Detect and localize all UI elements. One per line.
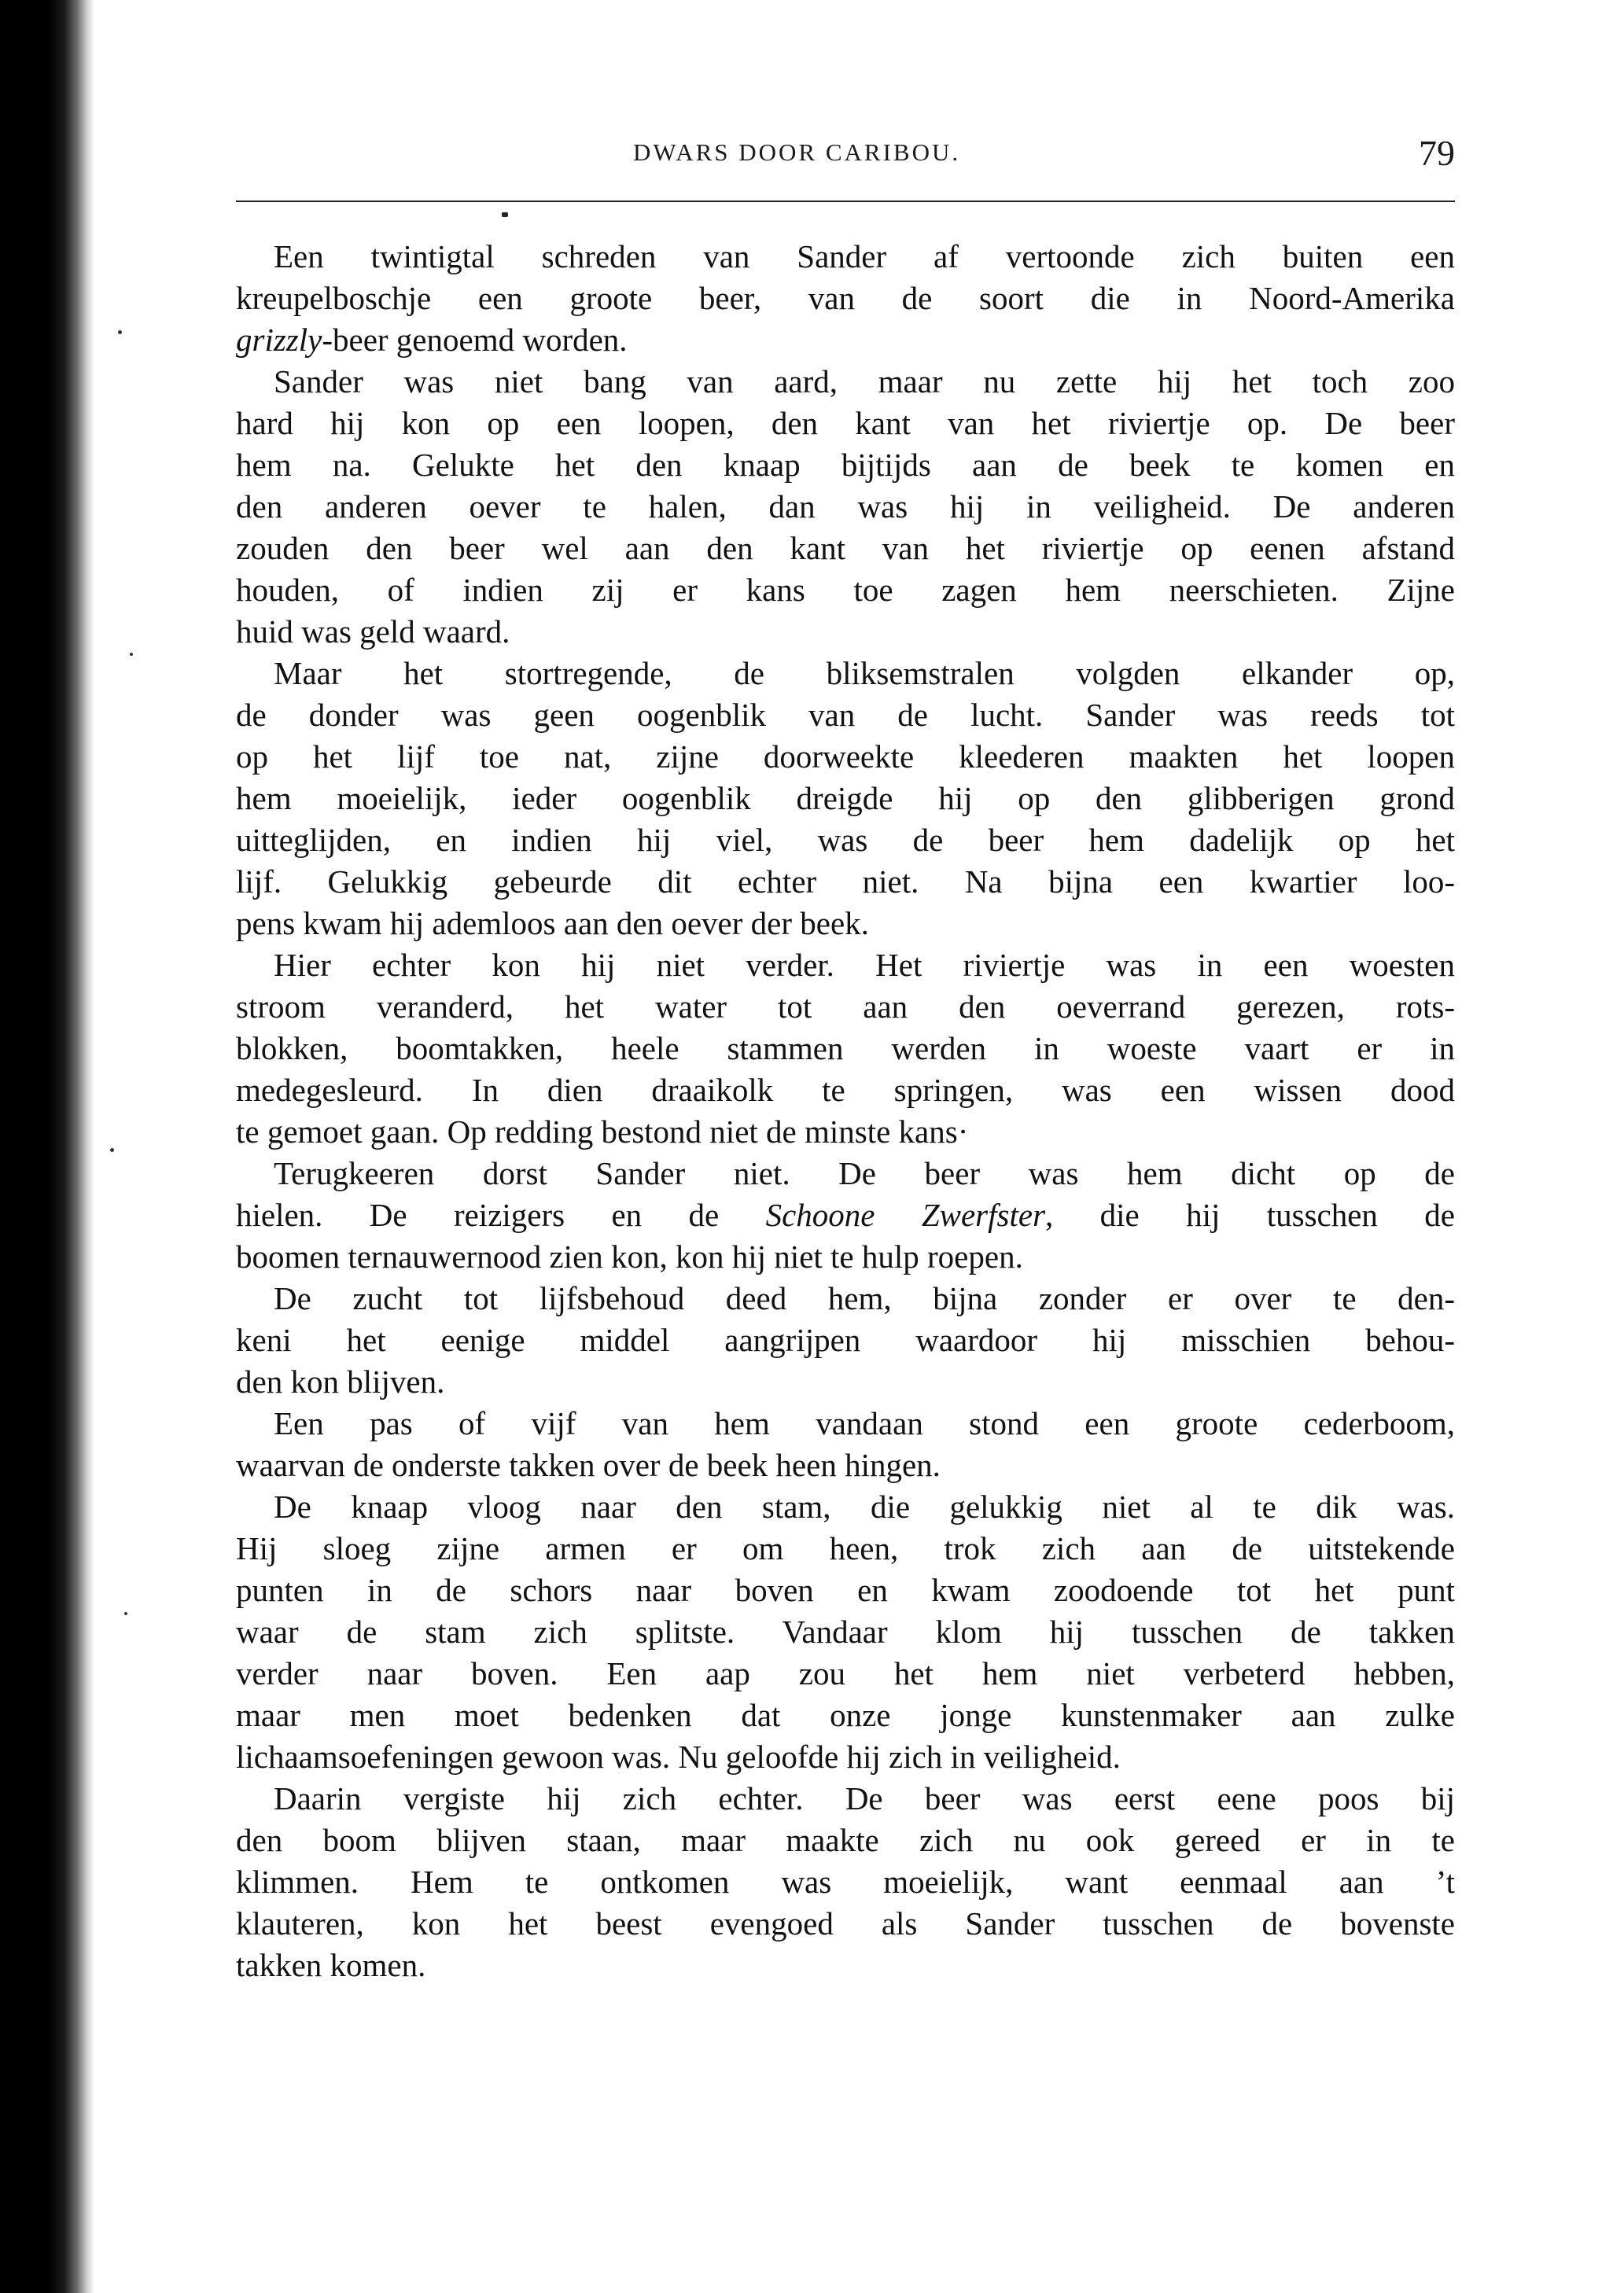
text-line: den anderen oever te halen, dan was hij in veiligheid. De anderen <box>236 488 1455 524</box>
text-line: keni het eenige middel aangrijpen waardoor hij misschien behou- <box>236 1322 1455 1358</box>
body-text <box>236 236 1455 1986</box>
text-line <box>236 319 1455 361</box>
text-line: Maar het stortregende, de bliksemstralen volgden elkander op, <box>274 655 1455 691</box>
rule-mark <box>502 212 508 217</box>
text-line: klauteren, kon het beest evengoed als Sander tusschen de bovenste <box>236 1905 1455 1942</box>
text-line: Terugkeeren dorst Sander niet. De beer was hem dicht op de <box>274 1155 1455 1191</box>
text-line: pens kwam hij ademloos aan den oever der beek. <box>236 905 869 941</box>
running-title: DWARS DOOR CARIBOU. <box>633 138 961 166</box>
italic-ship-name: Schoone Zwerfster <box>765 1197 1046 1233</box>
text-line: hard hij kon op een loopen, den kant van het riviertje op. De beer <box>236 405 1455 441</box>
text-line: Sander was niet bang van aard, maar nu zette hij het toch zoo <box>274 363 1455 399</box>
text-fragment: hielen. De reizigers en de <box>236 1197 766 1233</box>
text-line: hem moeielijk, ieder oogenblik dreigde hij op den glibberigen grond <box>236 780 1455 816</box>
scan-speck <box>110 1148 114 1152</box>
text-line: Daarin vergiste hij zich echter. De beer was eerst eene poos bij <box>274 1780 1455 1816</box>
text-line: kreupelboschje een groote beer, van de soort die in Noord-Amerika <box>236 280 1455 316</box>
text-line: hem na. Gelukte het den knaap bijtijds aan de beek te komen en <box>236 447 1455 483</box>
text-line: takken komen. <box>236 1947 426 1983</box>
text-line: waarvan de onderste takken over de beek heen hingen. <box>236 1447 941 1483</box>
text-fragment: -beer genoemd worden. <box>322 322 628 358</box>
text-line <box>236 1194 1455 1236</box>
text-line: blokken, boomtakken, heele stammen werden in woeste vaart er in <box>236 1030 1455 1066</box>
text-line: waar de stam zich splitste. Vandaar klom hij tusschen de takken <box>236 1614 1455 1650</box>
text-line: de donder was geen oogenblik van de lucht. Sander was reeds tot <box>236 697 1455 733</box>
text-line: lijf. Gelukkig gebeurde dit echter niet. Na bijna een kwartier loo- <box>236 863 1455 900</box>
text-line: klimmen. Hem te ontkomen was moeielijk, want eenmaal aan ’t <box>236 1864 1455 1900</box>
text-line: De zucht tot lijfsbehoud deed hem, bijna zonder er over te den- <box>274 1280 1455 1316</box>
text-line: uitteglijden, en indien hij viel, was de beer hem dadelijk op het <box>236 822 1455 858</box>
text-line: den boom blijven staan, maar maakte zich nu ook gereed er in te <box>236 1822 1455 1858</box>
scan-speck <box>130 653 133 656</box>
text-line: lichaamsoefeningen gewoon was. Nu geloofde hij zich in veiligheid. <box>236 1739 1121 1775</box>
text-line: medegesleurd. In dien draaikolk te springen, was een wissen dood <box>236 1072 1455 1108</box>
text-line: op het lijf toe nat, zijne doorweekte kleederen maakten het loopen <box>236 738 1455 775</box>
text-line: Een pas of vijf van hem vandaan stond een groote cederboom, <box>274 1405 1455 1441</box>
page-number: 79 <box>1419 133 1455 173</box>
text-line: den kon blijven. <box>236 1364 445 1400</box>
text-line: boomen ternauwernood zien kon, kon hij niet te hulp roepen. <box>236 1239 1023 1275</box>
text-line: te gemoet gaan. Op redding bestond niet de minste kans· <box>236 1113 969 1150</box>
text-line: Hij sloeg zijne armen er om heen, trok zich aan de uitstekende <box>236 1530 1455 1566</box>
text-line: maar men moet bedenken dat onze jonge kunstenmaker aan zulke <box>236 1697 1455 1733</box>
text-fragment: , die hij tusschen de <box>1045 1197 1455 1233</box>
text-line: Hier echter kon hij niet verder. Het riviertje was in een woesten <box>274 947 1455 983</box>
running-header <box>236 132 1455 187</box>
italic-term: grizzly <box>236 322 322 358</box>
text-line: houden, of indien zij er kans toe zagen hem neerschieten. Zijne <box>236 572 1455 608</box>
text-line: Een twintigtal schreden van Sander af vertoonde zich buiten een <box>274 238 1455 274</box>
scan-speck <box>124 1612 127 1615</box>
text-line: verder naar boven. Een aap zou het hem niet verbeterd hebben, <box>236 1655 1455 1691</box>
scan-binding-edge <box>0 0 94 2293</box>
text-line: punten in de schors naar boven en kwam zoodoende tot het punt <box>236 1572 1455 1608</box>
header-rule <box>236 201 1455 202</box>
text-line: zouden den beer wel aan den kant van het riviertje op eenen afstand <box>236 530 1455 566</box>
text-line: huid was geld waard. <box>236 613 510 650</box>
text-line: stroom veranderd, het water tot aan den oeverrand gerezen, rots- <box>236 988 1455 1025</box>
text-line: De knaap vloog naar den stam, die gelukkig niet al te dik was. <box>274 1489 1455 1525</box>
scan-speck <box>118 330 122 334</box>
